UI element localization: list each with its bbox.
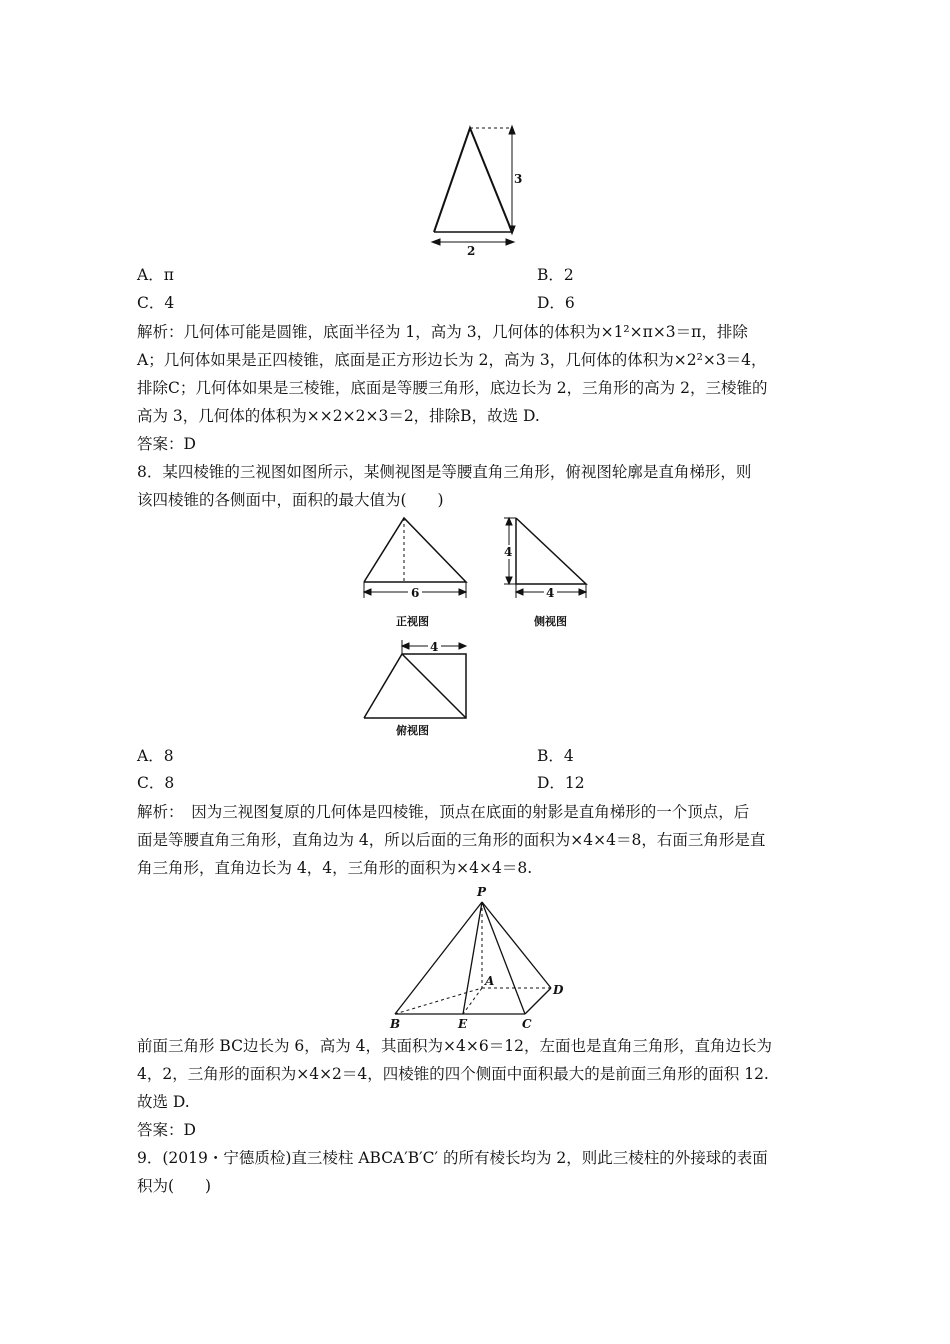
- pyramid-label-b: B: [390, 1017, 401, 1031]
- pyramid-label-d: D: [553, 983, 564, 997]
- q9-stem-line-2: 积为( ): [137, 1177, 212, 1195]
- q8-stem-line-1: 8．某四棱锥的三视图如图所示，某侧视图是等腰直角三角形，俯视图轮廓是直角梯形，则: [137, 463, 752, 481]
- pyramid-edge-pe: [463, 902, 482, 1014]
- q7-arrow-head-bottom: [509, 226, 515, 234]
- pyramid-label-a: A: [485, 974, 495, 988]
- q8-solution2-line-1: 前面三角形 BC边长为 6，高为 4，其面积为×4×6＝12，左面也是直角三角形，直角边长为: [137, 1037, 772, 1055]
- q8-solution-line-3: 角三角形，直角边长为 4，4，三角形的面积为×4×4＝8.: [137, 859, 533, 877]
- q8-front-arrow-left: [364, 589, 371, 595]
- q8-front-triangle: [364, 518, 466, 582]
- q7-solution-line-2: A；几何体如果是正四棱锥，底面是正方形边长为 2，高为 3，几何体的体积为×2²×3＝4，: [137, 351, 767, 369]
- q7-solution-line-4: 高为 3，几何体的体积为××2×2×3＝2，排除B，故选 D.: [137, 407, 540, 425]
- q8-top-arrow-left: [402, 643, 409, 649]
- q8-side-caption: 侧视图: [534, 615, 567, 628]
- q8-front-view: [358, 512, 474, 632]
- q8-front-label: 6: [411, 586, 420, 600]
- q8-solution-line-1: 解析： 因为三视图复原的几何体是四棱锥，顶点在底面的射影是直角梯形的一个顶点，后: [137, 803, 750, 821]
- q8-side-triangle: [516, 518, 586, 584]
- q8-solution2-line-3: 故选 D.: [137, 1093, 190, 1111]
- q7-option-c: C．4: [137, 294, 175, 312]
- q8-side-height-label: 4: [504, 545, 513, 559]
- q8-option-c: C．8: [137, 774, 175, 792]
- q8-top-outline: [364, 654, 466, 718]
- q8-front-arrow-right: [459, 589, 466, 595]
- q8-top-diagonal: [402, 654, 466, 718]
- q8-option-b: B．4: [537, 747, 574, 765]
- pyramid-edge-pb: [395, 902, 482, 1014]
- q8-solution-line-2: 面是等腰直角三角形，直角边为 4，所以后面的三角形的面积为×4×4＝8，右面三角形是直: [137, 831, 766, 849]
- pyramid-label-e: E: [458, 1017, 468, 1031]
- pyramid-label-p: P: [477, 885, 487, 899]
- q7-triangle: [434, 128, 512, 232]
- pyramid-edge-cd: [525, 988, 551, 1014]
- q7-option-a: A．π: [137, 266, 174, 284]
- q8-side-base-label: 4: [546, 586, 555, 600]
- q8-stem-line-2: 该四棱锥的各侧面中，面积的最大值为( ): [137, 491, 444, 509]
- q7-base-label: 2: [467, 244, 476, 258]
- q7-option-b: B．2: [537, 266, 574, 284]
- q9-stem-line-1: 9．(2019・宁德质检)直三棱柱 ABCA′B′C′ 的所有棱长均为 2，则此三棱柱的外接球的表面: [137, 1149, 768, 1167]
- q8-option-d: D．12: [537, 774, 585, 792]
- q8-side-view: [500, 512, 592, 632]
- q7-height-label: 3: [514, 172, 523, 186]
- q8-side-arrow-top: [506, 518, 512, 525]
- q7-solution-line-3: 排除C；几何体如果是三棱锥，底面是等腰三角形，底边长为 2，三角形的高为 2，三棱锥的: [137, 379, 768, 397]
- q8-top-label: 4: [430, 640, 439, 654]
- q8-side-arrow-left: [516, 589, 523, 595]
- q8-front-caption: 正视图: [396, 615, 429, 628]
- q8-answer: 答案：D: [137, 1121, 196, 1139]
- q7-option-d: D．6: [537, 294, 575, 312]
- q7-answer: 答案：D: [137, 435, 196, 453]
- q8-pyramid-figure: [385, 882, 575, 1032]
- q7-solution-line-1: 解析：几何体可能是圆锥，底面半径为 1，高为 3，几何体的体积为×1²×π×3＝π，排除: [137, 323, 748, 341]
- q8-side-arrow-bottom: [506, 577, 512, 584]
- q8-top-caption: 俯视图: [396, 724, 429, 737]
- q7-figure: [420, 120, 530, 262]
- q8-side-arrow-right: [579, 589, 586, 595]
- q7-arrow-head-top: [509, 126, 515, 134]
- q7-arrow-head-right: [506, 239, 514, 245]
- pyramid-label-c: C: [522, 1017, 532, 1031]
- q8-option-a: A．8: [137, 747, 174, 765]
- q8-solution2-line-2: 4，2，三角形的面积为×4×2＝4，四棱锥的四个侧面中面积最大的是前面三角形的面积 12.: [137, 1065, 769, 1083]
- q8-top-view: [358, 634, 474, 740]
- pyramid-edge-pc: [482, 902, 525, 1014]
- pyramid-edge-ba: [395, 988, 482, 1014]
- q8-top-arrow-right: [459, 643, 466, 649]
- q7-arrow-head-left: [432, 239, 440, 245]
